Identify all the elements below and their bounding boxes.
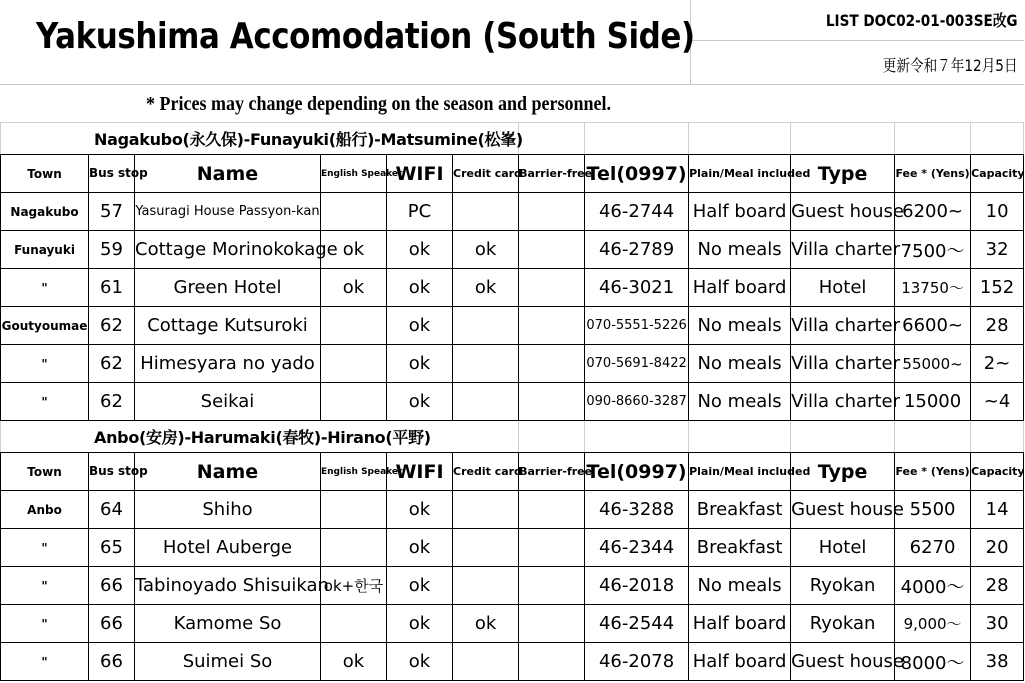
credit-card-cell: ok — [453, 269, 519, 307]
bus-stop-cell: 62 — [89, 307, 135, 345]
capacity-cell: 10 — [971, 193, 1024, 231]
name-cell: Cottage Morinokokage — [135, 231, 321, 269]
header-town: Town — [1, 453, 89, 491]
barrier-free-cell — [519, 307, 585, 345]
header-wifi: WIFI — [387, 155, 453, 193]
bus-stop-cell: 66 — [89, 567, 135, 605]
town-cell: " — [1, 529, 89, 567]
capacity-cell: 20 — [971, 529, 1024, 567]
type-cell: Villa charter — [791, 383, 895, 421]
header-bus-stop: Bus stop — [89, 155, 135, 193]
bus-stop-cell: 66 — [89, 605, 135, 643]
header-barrier-free: Barrier-free — [519, 453, 585, 491]
tel-cell: 46-2544 — [585, 605, 689, 643]
table-row — [1, 307, 1024, 345]
barrier-free-cell — [519, 529, 585, 567]
english-cell — [321, 529, 387, 567]
type-cell: Guest house — [791, 491, 895, 529]
header-type: Type — [791, 453, 895, 491]
accommodation-table — [0, 122, 1024, 681]
header-credit-card: Credit card — [453, 453, 519, 491]
barrier-free-cell — [519, 231, 585, 269]
meal-cell: No meals — [689, 231, 791, 269]
header-town: Town — [1, 155, 89, 193]
bus-stop-cell: 66 — [89, 643, 135, 681]
tel-cell: 070-5691-8422 — [585, 345, 689, 383]
english-cell: ok — [321, 269, 387, 307]
fee-cell: 6270 — [895, 529, 971, 567]
table-row — [1, 193, 1024, 231]
document-id: LIST DOC02-01-003SE改G — [826, 11, 1018, 30]
tel-cell: 070-5551-5226 — [585, 307, 689, 345]
meal-cell: Half board — [689, 643, 791, 681]
table-row — [1, 643, 1024, 681]
type-cell: Guest house — [791, 643, 895, 681]
meal-cell: Half board — [689, 193, 791, 231]
tel-cell: 46-2789 — [585, 231, 689, 269]
empty-cell — [791, 123, 895, 155]
bus-stop-cell: 57 — [89, 193, 135, 231]
section-title: Nagakubo(永久保)-Funayuki(船行)-Matsumine(松峯) — [1, 123, 519, 155]
section-title: Anbo(安房)-Harumaki(春牧)-Hirano(平野) — [1, 421, 519, 453]
type-cell: Villa charter — [791, 345, 895, 383]
empty-cell — [791, 421, 895, 453]
empty-cell — [585, 123, 689, 155]
credit-card-cell — [453, 567, 519, 605]
header-name: Name — [135, 155, 321, 193]
name-cell: Himesyara no yado — [135, 345, 321, 383]
column-header-row — [1, 155, 1024, 193]
name-cell: Suimei So — [135, 643, 321, 681]
town-cell: " — [1, 345, 89, 383]
fee-cell: 15000 — [895, 383, 971, 421]
wifi-cell: PC — [387, 193, 453, 231]
capacity-cell: ~4 — [971, 383, 1024, 421]
fee-cell: 6200~ — [895, 193, 971, 231]
type-cell: Hotel — [791, 269, 895, 307]
wifi-cell: ok — [387, 345, 453, 383]
type-cell: Guest house — [791, 193, 895, 231]
tel-cell: 46-2744 — [585, 193, 689, 231]
header-name: Name — [135, 453, 321, 491]
empty-cell — [519, 421, 585, 453]
barrier-free-cell — [519, 345, 585, 383]
page-title: Yakushima Accomodation (South Side) — [36, 16, 695, 57]
credit-card-cell — [453, 643, 519, 681]
empty-cell — [585, 421, 689, 453]
credit-card-cell — [453, 193, 519, 231]
header-credit-card: Credit card — [453, 155, 519, 193]
name-cell: Cottage Kutsuroki — [135, 307, 321, 345]
english-cell — [321, 307, 387, 345]
header-wifi: WIFI — [387, 453, 453, 491]
wifi-cell: ok — [387, 269, 453, 307]
section-header-row — [1, 421, 1024, 453]
capacity-cell: 28 — [971, 307, 1024, 345]
type-cell: Villa charter — [791, 307, 895, 345]
town-cell: Nagakubo — [1, 193, 89, 231]
table-row — [1, 491, 1024, 529]
tel-cell: 090-8660-3287 — [585, 383, 689, 421]
name-cell: Yasuragi House Passyon-kan — [135, 193, 321, 231]
name-cell: Seikai — [135, 383, 321, 421]
wifi-cell: ok — [387, 529, 453, 567]
bus-stop-cell: 65 — [89, 529, 135, 567]
meal-cell: Half board — [689, 269, 791, 307]
empty-cell — [689, 421, 791, 453]
fee-cell: 55000~ — [895, 345, 971, 383]
name-cell: Kamome So — [135, 605, 321, 643]
header-tel: Tel(0997) — [585, 155, 689, 193]
bus-stop-cell: 62 — [89, 383, 135, 421]
fee-cell: 7500～ — [895, 231, 971, 269]
barrier-free-cell — [519, 193, 585, 231]
fee-cell: 9,000～ — [895, 605, 971, 643]
empty-cell — [519, 123, 585, 155]
capacity-cell: 14 — [971, 491, 1024, 529]
bus-stop-cell: 59 — [89, 231, 135, 269]
town-cell: " — [1, 269, 89, 307]
header-gridline — [690, 40, 1024, 41]
english-cell: ok — [321, 643, 387, 681]
credit-card-cell: ok — [453, 605, 519, 643]
barrier-free-cell — [519, 269, 585, 307]
wifi-cell: ok — [387, 491, 453, 529]
header-tel: Tel(0997) — [585, 453, 689, 491]
price-note: * Prices may change depending on the season and personnel. — [146, 93, 612, 115]
barrier-free-cell — [519, 383, 585, 421]
wifi-cell: ok — [387, 307, 453, 345]
type-cell: Hotel — [791, 529, 895, 567]
header-meal: Plain/Meal included — [689, 453, 791, 491]
table-row — [1, 529, 1024, 567]
name-cell: Green Hotel — [135, 269, 321, 307]
wifi-cell: ok — [387, 567, 453, 605]
meal-cell: Breakfast — [689, 491, 791, 529]
capacity-cell: 28 — [971, 567, 1024, 605]
empty-cell — [689, 123, 791, 155]
fee-cell: 6600~ — [895, 307, 971, 345]
tel-cell: 46-3021 — [585, 269, 689, 307]
capacity-cell: 2~ — [971, 345, 1024, 383]
header-gridline — [0, 84, 1024, 85]
meal-cell: Half board — [689, 605, 791, 643]
credit-card-cell — [453, 307, 519, 345]
tel-cell: 46-2344 — [585, 529, 689, 567]
english-cell: ok — [321, 231, 387, 269]
tel-cell: 46-2018 — [585, 567, 689, 605]
table-row — [1, 383, 1024, 421]
bus-stop-cell: 61 — [89, 269, 135, 307]
table-row — [1, 269, 1024, 307]
meal-cell: No meals — [689, 345, 791, 383]
fee-cell: 4000～ — [895, 567, 971, 605]
credit-card-cell — [453, 383, 519, 421]
barrier-free-cell — [519, 605, 585, 643]
wifi-cell: ok — [387, 643, 453, 681]
type-cell: Villa charter — [791, 231, 895, 269]
meal-cell: No meals — [689, 307, 791, 345]
header-meal: Plain/Meal included — [689, 155, 791, 193]
town-cell: " — [1, 643, 89, 681]
credit-card-cell: ok — [453, 231, 519, 269]
town-cell: Funayuki — [1, 231, 89, 269]
section-header-row — [1, 123, 1024, 155]
tel-cell: 46-3288 — [585, 491, 689, 529]
english-cell — [321, 345, 387, 383]
header-capacity: Capacity — [971, 155, 1024, 193]
meal-cell: Breakfast — [689, 529, 791, 567]
meal-cell: No meals — [689, 383, 791, 421]
town-cell: " — [1, 383, 89, 421]
credit-card-cell — [453, 345, 519, 383]
header-fee: Fee * (Yens) — [895, 453, 971, 491]
fee-cell: 13750～ — [895, 269, 971, 307]
capacity-cell: 30 — [971, 605, 1024, 643]
barrier-free-cell — [519, 567, 585, 605]
updated-date: 更新令和７年12月5日 — [883, 56, 1018, 75]
header-english-speaker: English Speaker — [321, 155, 387, 193]
capacity-cell: 38 — [971, 643, 1024, 681]
column-header-row — [1, 453, 1024, 491]
header-english-speaker: English Speaker — [321, 453, 387, 491]
english-cell — [321, 383, 387, 421]
english-cell — [321, 193, 387, 231]
empty-cell — [895, 421, 971, 453]
credit-card-cell — [453, 491, 519, 529]
barrier-free-cell — [519, 491, 585, 529]
empty-cell — [895, 123, 971, 155]
meal-cell: No meals — [689, 567, 791, 605]
table-row — [1, 345, 1024, 383]
town-cell: Anbo — [1, 491, 89, 529]
header-type: Type — [791, 155, 895, 193]
header-capacity: Capacity — [971, 453, 1024, 491]
table-row — [1, 231, 1024, 269]
bus-stop-cell: 64 — [89, 491, 135, 529]
type-cell: Ryokan — [791, 567, 895, 605]
header-bus-stop: Bus stop — [89, 453, 135, 491]
header-fee: Fee * (Yens) — [895, 155, 971, 193]
tel-cell: 46-2078 — [585, 643, 689, 681]
table-row — [1, 605, 1024, 643]
capacity-cell: 32 — [971, 231, 1024, 269]
bus-stop-cell: 62 — [89, 345, 135, 383]
english-cell — [321, 491, 387, 529]
town-cell: Goutyoumae — [1, 307, 89, 345]
credit-card-cell — [453, 529, 519, 567]
capacity-cell: 152 — [971, 269, 1024, 307]
table-row — [1, 567, 1024, 605]
empty-cell — [971, 421, 1024, 453]
name-cell: Shiho — [135, 491, 321, 529]
name-cell: Tabinoyado Shisuikan — [135, 567, 321, 605]
wifi-cell: ok — [387, 605, 453, 643]
town-cell: " — [1, 567, 89, 605]
english-cell: ok+한국 — [321, 567, 387, 605]
town-cell: " — [1, 605, 89, 643]
barrier-free-cell — [519, 643, 585, 681]
english-cell — [321, 605, 387, 643]
fee-cell: 8000～ — [895, 643, 971, 681]
wifi-cell: ok — [387, 383, 453, 421]
header-barrier-free: Barrier-free — [519, 155, 585, 193]
fee-cell: 5500 — [895, 491, 971, 529]
type-cell: Ryokan — [791, 605, 895, 643]
name-cell: Hotel Auberge — [135, 529, 321, 567]
wifi-cell: ok — [387, 231, 453, 269]
empty-cell — [971, 123, 1024, 155]
